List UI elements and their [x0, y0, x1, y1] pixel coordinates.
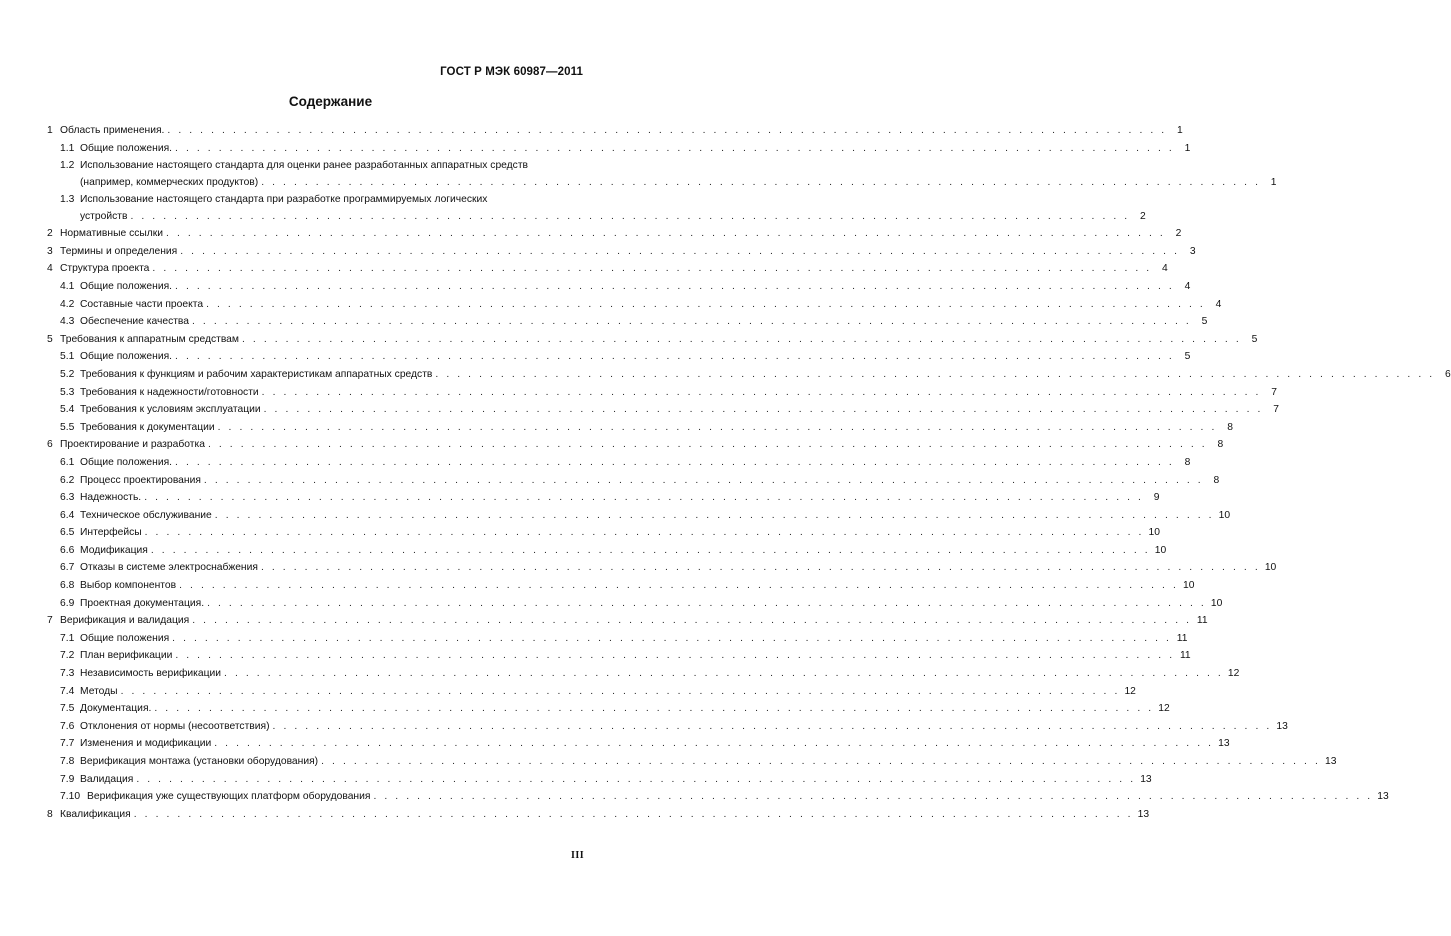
- toc-page: 10: [1264, 562, 1277, 574]
- toc-entry[interactable]: [47, 140, 1191, 158]
- page-number: III: [571, 850, 585, 861]
- toc-number: 5.2: [60, 368, 75, 380]
- toc-title: Проектная документация.: [80, 597, 205, 609]
- standard-designation: ГОСТ Р МЭК 60987—2011: [440, 66, 583, 78]
- toc-entry[interactable]: [47, 313, 1208, 331]
- toc-leader: . . . . . . . . . . . . . . . . . . . . . . . . . . . . . . . . . . . . . . . . . . . . . . . . . . . . . . . . . . . . . . . . . . . . . . . . . . . . . . . . . . . . . . . . . . . .: [175, 456, 1175, 468]
- toc-leader: . . . . . . . . . . . . . . . . . . . . . . . . . . . . . . . . . . . . . . . . . . . . . . . . . . . . . . . . . . . . . . . . . . . . . . . . . . . . . . . . . . . . . . . . . . . .: [172, 632, 1172, 644]
- toc-title: Нормативные ссылки: [60, 228, 164, 240]
- toc-entry[interactable]: [47, 735, 1230, 753]
- toc-number: 5: [47, 333, 53, 345]
- toc-leader: . . . . . . . . . . . . . . . . . . . . . . . . . . . . . . . . . . . . . . . . . . . . . . . . . . . . . . . . . . . . . . . . . . . . . . . . . . . . . . . . . . . . . . . . . . . .: [166, 228, 1166, 240]
- toc-title: Термины и определения: [60, 245, 178, 257]
- toc-number: 2: [47, 228, 53, 240]
- toc-entry[interactable]: [47, 753, 1337, 771]
- toc-entry[interactable]: [47, 700, 1170, 718]
- toc-entry[interactable]: [47, 524, 1160, 542]
- toc-title: Структура проекта: [60, 263, 150, 275]
- toc-leader: . . . . . . . . . . . . . . . . . . . . . . . . . . . . . . . . . . . . . . . . . . . . . . . . . . . . . . . . . . . . . . . . . . . . . . . . . . . . . . . . . . . . . . . . . . . .: [192, 615, 1192, 627]
- toc-title: Общие положения.: [80, 456, 173, 468]
- toc-title: Требования к документации: [80, 421, 215, 433]
- toc-leader: . . . . . . . . . . . . . . . . . . . . . . . . . . . . . . . . . . . . . . . . . . . . . . . . . . . . . . . . . . . . . . . . . . . . . . . . . . . . . . . . . . . . . . . . . . . .: [130, 211, 1130, 223]
- toc-entry[interactable]: [47, 612, 1208, 630]
- toc-title: Независимость верификации: [80, 668, 222, 680]
- toc-number: 6.7: [60, 562, 75, 574]
- toc-page: 2: [1175, 228, 1182, 240]
- toc-leader: . . . . . . . . . . . . . . . . . . . . . . . . . . . . . . . . . . . . . . . . . . . . . . . . . . . . . . . . . . . . . . . . . . . . . . . . . . . . . . . . . . . . . . . . . . . .: [175, 280, 1175, 292]
- toc-entry[interactable]: [47, 665, 1240, 683]
- toc-page: 10: [1218, 509, 1231, 521]
- toc-number: 7.1: [60, 632, 75, 644]
- toc-number: 6.6: [60, 544, 75, 556]
- toc-title: Квалификация: [60, 808, 131, 820]
- toc-title: Процесс проектирования: [80, 474, 201, 486]
- toc-entry[interactable]: [47, 436, 1224, 454]
- toc-page: 11: [1179, 650, 1191, 662]
- toc-number: 7.5: [60, 703, 75, 715]
- toc-entry[interactable]: [47, 489, 1160, 507]
- toc-title: Методы: [80, 685, 118, 697]
- toc-title: Изменения и модификации: [80, 738, 212, 750]
- toc-title: Область применения.: [60, 125, 165, 136]
- toc-leader: . . . . . . . . . . . . . . . . . . . . . . . . . . . . . . . . . . . . . . . . . . . . . . . . . . . . . . . . . . . . . . . . . . . . . . . . . . . . . . . . . . . . . . . . . . . .: [203, 474, 1204, 486]
- toc-page: 4: [1162, 263, 1168, 275]
- toc-title: Техническое обслуживание: [80, 509, 212, 521]
- toc-entry[interactable]: [47, 331, 1258, 349]
- toc-leader: . . . . . . . . . . . . . . . . . . . . . . . . . . . . . . . . . . . . . . . . . . . . . . . . . . . . . . . . . . . . . . . . . . . . . . . . . . . . . . . . . . . . . . . . . . . .: [263, 404, 1263, 416]
- toc-number: 7: [47, 615, 53, 627]
- toc-number: 4.2: [60, 298, 75, 310]
- toc-title: Использование настоящего стандарта при разработке программируемых логических: [80, 194, 488, 206]
- toc-page: 8: [1213, 474, 1220, 486]
- toc-page: 4: [1184, 280, 1191, 292]
- toc-leader: . . . . . . . . . . . . . . . . . . . . . . . . . . . . . . . . . . . . . . . . . . . . . . . . . . . . . . . . . . . . . . . . . . . . . . . . . . . . . . . . . . . . . . . . . . . .: [175, 142, 1175, 154]
- toc-title: План верификации: [80, 650, 173, 662]
- toc-leader: . . . . . . . . . . . . . . . . . . . . . . . . . . . . . . . . . . . . . . . . . . . . . . . . . . . . . . . . . . . . . . . . . . . . . . . . . . . . . . . . . . . . . . . . . . . .: [133, 808, 1134, 820]
- toc-entry[interactable]: [47, 260, 1168, 278]
- toc-page: 13: [1377, 791, 1389, 803]
- toc-entry[interactable]: [47, 366, 1451, 384]
- toc-title: Общие положения.: [80, 351, 173, 363]
- toc-entry[interactable]: [47, 296, 1222, 314]
- toc-number: 6.8: [60, 580, 75, 592]
- toc-page: 10: [1148, 527, 1160, 539]
- toc-number: 1.2: [60, 160, 75, 172]
- toc-number: 6.4: [60, 509, 75, 521]
- toc-title: Составные части проекта: [80, 298, 204, 310]
- toc-number: 7.9: [60, 773, 75, 785]
- toc-title: Верификация и валидация: [60, 615, 190, 627]
- toc-entry[interactable]: [47, 788, 1389, 806]
- toc-leader: . . . . . . . . . . . . . . . . . . . . . . . . . . . . . . . . . . . . . . . . . . . . . . . . . . . . . . . . . . . . . . . . . . . . . . . . . . . . . . . . . . . . . . . . . . . .: [206, 298, 1206, 310]
- toc-entry[interactable]: [47, 542, 1167, 560]
- table-of-contents: [47, 122, 1451, 823]
- toc-entry[interactable]: [47, 647, 1191, 665]
- toc-page: 1: [1177, 125, 1183, 136]
- toc-page: 10: [1210, 597, 1223, 609]
- toc-leader: . . . . . . . . . . . . . . . . . . . . . . . . . . . . . . . . . . . . . . . . . . . . . . . . . . . . . . . . . . . . . . . . . . . . . . . . . . . . . . . . . . . . . . . . . . . .: [217, 421, 1217, 433]
- toc-title: Отказы в системе электроснабжения: [80, 562, 258, 574]
- toc-page: 9: [1153, 492, 1160, 504]
- toc-leader: . . . . . . . . . . . . . . . . . . . . . . . . . . . . . . . . . . . . . . . . . . . . . . . . . . . . . . . . . . . . . . . . . . . . . . . . . . . . . . . . . . . . . . . . . . . .: [261, 177, 1261, 189]
- toc-title: Модификация: [80, 544, 148, 556]
- toc-page: 5: [1184, 351, 1191, 363]
- toc-page: 4: [1215, 298, 1222, 310]
- toc-entry[interactable]: [47, 191, 1146, 225]
- toc-title: Проектирование и разработка: [60, 439, 205, 451]
- toc-leader: . . . . . . . . . . . . . . . . . . . . . . . . . . . . . . . . . . . . . . . . . . . . . . . . . . . . . . . . . . . . . . . . . . . . . . . . . . . . . . . . . . . . . . . . . . . .: [435, 368, 1435, 380]
- toc-number: 1.3: [60, 194, 75, 206]
- toc-title-continued: устройств: [80, 211, 128, 223]
- toc-leader: . . . . . . . . . . . . . . . . . . . . . . . . . . . . . . . . . . . . . . . . . . . . . . . . . . . . . . . . . . . . . . . . . . . . . . . . . . . . . . . . . . . . . . . . . . . .: [167, 125, 1167, 136]
- toc-title: Требования к функциям и рабочим характеристикам аппаратных средств: [80, 368, 433, 380]
- toc-number: 1.1: [60, 142, 75, 154]
- toc-leader: . . . . . . . . . . . . . . . . . . . . . . . . . . . . . . . . . . . . . . . . . . . . . . . . . . . . . . . . . . . . . . . . . . . . . . . . . . . . . . . . . . . . . . . . . . . .: [207, 597, 1207, 609]
- toc-page: 6: [1445, 368, 1451, 380]
- toc-page: 12: [1227, 668, 1240, 680]
- toc-leader: . . . . . . . . . . . . . . . . . . . . . . . . . . . . . . . . . . . . . . . . . . . . . . . . . . . . . . . . . . . . . . . . . . . . . . . . . . . . . . . . . . . . . . . . . . . .: [144, 492, 1144, 504]
- toc-leader: . . . . . . . . . . . . . . . . . . . . . . . . . . . . . . . . . . . . . . . . . . . . . . . . . . . . . . . . . . . . . . . . . . . . . . . . . . . . . . . . . . . . . . . . . . . .: [152, 263, 1152, 275]
- toc-page: 5: [1201, 316, 1208, 328]
- toc-title: Обеспечение качества: [80, 316, 190, 328]
- toc-title: Надежность.: [80, 492, 142, 504]
- toc-number: 5.4: [60, 404, 75, 416]
- toc-leader: . . . . . . . . . . . . . . . . . . . . . . . . . . . . . . . . . . . . . . . . . . . . . . . . . . . . . . . . . . . . . . . . . . . . . . . . . . . . . . . . . . . . . . . . . . . .: [260, 562, 1261, 574]
- toc-number: 7.2: [60, 650, 75, 662]
- toc-page: 11: [1196, 615, 1208, 627]
- toc-page: 12: [1124, 685, 1136, 697]
- toc-leader: . . . . . . . . . . . . . . . . . . . . . . . . . . . . . . . . . . . . . . . . . . . . . . . . . . . . . . . . . . . . . . . . . . . . . . . . . . . . . . . . . . . . . . . . . . . .: [214, 738, 1214, 750]
- toc-leader: . . . . . . . . . . . . . . . . . . . . . . . . . . . . . . . . . . . . . . . . . . . . . . . . . . . . . . . . . . . . . . . . . . . . . . . . . . . . . . . . . . . . . . . . . . . .: [192, 316, 1192, 328]
- toc-page: 7: [1271, 386, 1277, 398]
- toc-entry[interactable]: [47, 577, 1195, 595]
- toc-leader: . . . . . . . . . . . . . . . . . . . . . . . . . . . . . . . . . . . . . . . . . . . . . . . . . . . . . . . . . . . . . . . . . . . . . . . . . . . . . . . . . . . . . . . . . . . .: [150, 544, 1151, 556]
- toc-page: 1: [1270, 177, 1277, 189]
- toc-title: Выбор компонентов: [80, 580, 177, 592]
- toc-leader: . . . . . . . . . . . . . . . . . . . . . . . . . . . . . . . . . . . . . . . . . . . . . . . . . . . . . . . . . . . . . . . . . . . . . . . . . . . . . . . . . . . . . . . . . . . .: [175, 650, 1175, 662]
- toc-leader: . . . . . . . . . . . . . . . . . . . . . . . . . . . . . . . . . . . . . . . . . . . . . . . . . . . . . . . . . . . . . . . . . . . . . . . . . . . . . . . . . . . . . . . . . . . .: [321, 756, 1321, 767]
- toc-page: 11: [1176, 632, 1188, 644]
- toc-page: 7: [1273, 404, 1279, 416]
- toc-page: 1: [1184, 142, 1191, 154]
- toc-title: Общие положения.: [80, 280, 173, 292]
- toc-entry[interactable]: [47, 683, 1136, 701]
- toc-title: Верификация уже существующих платформ оборудования: [87, 791, 371, 803]
- toc-entry[interactable]: [47, 559, 1277, 577]
- toc-title: Интерфейсы: [80, 527, 142, 539]
- toc-leader: . . . . . . . . . . . . . . . . . . . . . . . . . . . . . . . . . . . . . . . . . . . . . . . . . . . . . . . . . . . . . . . . . . . . . . . . . . . . . . . . . . . . . . . . . . . .: [120, 685, 1120, 697]
- toc-entry[interactable]: [47, 595, 1223, 613]
- toc-number: 6.3: [60, 492, 75, 504]
- toc-title: Общие положения.: [80, 142, 173, 154]
- toc-leader: . . . . . . . . . . . . . . . . . . . . . . . . . . . . . . . . . . . . . . . . . . . . . . . . . . . . . . . . . . . . . . . . . . . . . . . . . . . . . . . . . . . . . . . . . . . .: [373, 791, 1373, 803]
- toc-number: 6.2: [60, 474, 75, 486]
- toc-number: 7.6: [60, 720, 75, 732]
- toc-number: 7.10: [60, 791, 81, 803]
- toc-entry[interactable]: [47, 771, 1152, 789]
- toc-number: 7.4: [60, 685, 75, 697]
- toc-number: 4.1: [60, 280, 75, 292]
- toc-title: Валидация: [80, 773, 134, 785]
- toc-leader: . . . . . . . . . . . . . . . . . . . . . . . . . . . . . . . . . . . . . . . . . . . . . . . . . . . . . . . . . . . . . . . . . . . . . . . . . . . . . . . . . . . . . . . . . . . .: [214, 509, 1215, 521]
- toc-page: 12: [1158, 703, 1170, 715]
- toc-page: 13: [1324, 756, 1337, 767]
- toc-leader: . . . . . . . . . . . . . . . . . . . . . . . . . . . . . . . . . . . . . . . . . . . . . . . . . . . . . . . . . . . . . . . . . . . . . . . . . . . . . . . . . . . . . . . . . . . .: [136, 773, 1136, 785]
- toc-title: Требования к аппаратным средствам: [60, 333, 239, 345]
- toc-entry[interactable]: [47, 630, 1188, 648]
- toc-leader: . . . . . . . . . . . . . . . . . . . . . . . . . . . . . . . . . . . . . . . . . . . . . . . . . . . . . . . . . . . . . . . . . . . . . . . . . . . . . . . . . . . . . . . . . . . .: [207, 439, 1208, 451]
- toc-page: 5: [1251, 333, 1258, 345]
- toc-number: 6.1: [60, 456, 75, 468]
- toc-page: 2: [1140, 211, 1146, 223]
- toc-leader: . . . . . . . . . . . . . . . . . . . . . . . . . . . . . . . . . . . . . . . . . . . . . . . . . . . . . . . . . . . . . . . . . . . . . . . . . . . . . . . . . . . . . . . . . . . .: [272, 720, 1272, 732]
- toc-page: 10: [1154, 544, 1167, 556]
- toc-entry[interactable]: [47, 243, 1196, 261]
- toc-title: Использование настоящего стандарта для оценки ранее разработанных аппаратных средств: [80, 160, 529, 172]
- page-title: Содержание: [288, 94, 373, 109]
- toc-entry[interactable]: [47, 278, 1191, 296]
- toc-number: 6: [47, 439, 53, 451]
- toc-entry[interactable]: [47, 472, 1220, 490]
- toc-entry[interactable]: [47, 718, 1288, 736]
- toc-number: 7.7: [60, 738, 75, 750]
- toc-leader: . . . . . . . . . . . . . . . . . . . . . . . . . . . . . . . . . . . . . . . . . . . . . . . . . . . . . . . . . . . . . . . . . . . . . . . . . . . . . . . . . . . . . . . . . . . .: [179, 580, 1179, 592]
- toc-entry[interactable]: [47, 348, 1191, 366]
- toc-entry[interactable]: [47, 507, 1231, 525]
- toc-page: 13: [1140, 773, 1152, 785]
- toc-leader: . . . . . . . . . . . . . . . . . . . . . . . . . . . . . . . . . . . . . . . . . . . . . . . . . . . . . . . . . . . . . . . . . . . . . . . . . . . . . . . . . . . . . . . . . . . .: [261, 386, 1261, 398]
- toc-number: 4.3: [60, 316, 75, 328]
- toc-title: Требования к надежности/готовности: [80, 386, 259, 398]
- toc-number: 3: [47, 245, 53, 257]
- toc-title: Общие положения: [80, 632, 170, 644]
- toc-title: Требования к условиям эксплуатации: [80, 404, 261, 416]
- toc-page: 8: [1184, 456, 1191, 468]
- toc-entry[interactable]: [47, 419, 1233, 437]
- toc-number: 7.8: [60, 756, 75, 767]
- toc-title: Документация.: [80, 703, 152, 715]
- toc-entry[interactable]: [47, 157, 1277, 191]
- toc-page: 13: [1137, 808, 1150, 820]
- toc-entry[interactable]: [47, 122, 1183, 140]
- toc-page: 3: [1189, 245, 1196, 257]
- toc-entry[interactable]: [47, 384, 1277, 402]
- toc-page: 13: [1276, 720, 1288, 732]
- toc-entry[interactable]: [47, 225, 1182, 243]
- toc-page: 13: [1218, 738, 1230, 750]
- toc-number: 6.9: [60, 597, 75, 609]
- toc-number: 4: [47, 263, 53, 275]
- toc-page: 8: [1227, 421, 1233, 433]
- toc-number: 7.3: [60, 668, 75, 680]
- toc-page: 8: [1217, 439, 1224, 451]
- toc-leader: . . . . . . . . . . . . . . . . . . . . . . . . . . . . . . . . . . . . . . . . . . . . . . . . . . . . . . . . . . . . . . . . . . . . . . . . . . . . . . . . . . . . . . . . . . . .: [175, 351, 1175, 363]
- toc-number: 1: [47, 125, 53, 136]
- toc-title-continued: (например, коммерческих продуктов): [80, 177, 259, 189]
- toc-leader: . . . . . . . . . . . . . . . . . . . . . . . . . . . . . . . . . . . . . . . . . . . . . . . . . . . . . . . . . . . . . . . . . . . . . . . . . . . . . . . . . . . . . . . . . . . .: [154, 703, 1154, 715]
- toc-leader: . . . . . . . . . . . . . . . . . . . . . . . . . . . . . . . . . . . . . . . . . . . . . . . . . . . . . . . . . . . . . . . . . . . . . . . . . . . . . . . . . . . . . . . . . . . .: [241, 333, 1242, 345]
- toc-number: 6.5: [60, 527, 75, 539]
- toc-number: 5.3: [60, 386, 75, 398]
- toc-number: 5.1: [60, 351, 75, 363]
- toc-leader: . . . . . . . . . . . . . . . . . . . . . . . . . . . . . . . . . . . . . . . . . . . . . . . . . . . . . . . . . . . . . . . . . . . . . . . . . . . . . . . . . . . . . . . . . . . .: [180, 245, 1180, 257]
- toc-title: Верификация монтажа (установки оборудования): [80, 756, 319, 767]
- toc-entry[interactable]: [47, 454, 1191, 472]
- toc-leader: . . . . . . . . . . . . . . . . . . . . . . . . . . . . . . . . . . . . . . . . . . . . . . . . . . . . . . . . . . . . . . . . . . . . . . . . . . . . . . . . . . . . . . . . . . . .: [144, 527, 1144, 539]
- toc-number: 8: [47, 808, 53, 820]
- toc-title: Отклонения от нормы (несоответствия): [80, 720, 270, 732]
- toc-number: 5.5: [60, 421, 75, 433]
- toc-page: 10: [1182, 580, 1195, 592]
- toc-leader: . . . . . . . . . . . . . . . . . . . . . . . . . . . . . . . . . . . . . . . . . . . . . . . . . . . . . . . . . . . . . . . . . . . . . . . . . . . . . . . . . . . . . . . . . . . .: [224, 668, 1224, 680]
- toc-entry[interactable]: [47, 806, 1150, 824]
- toc-entry[interactable]: [47, 401, 1279, 419]
